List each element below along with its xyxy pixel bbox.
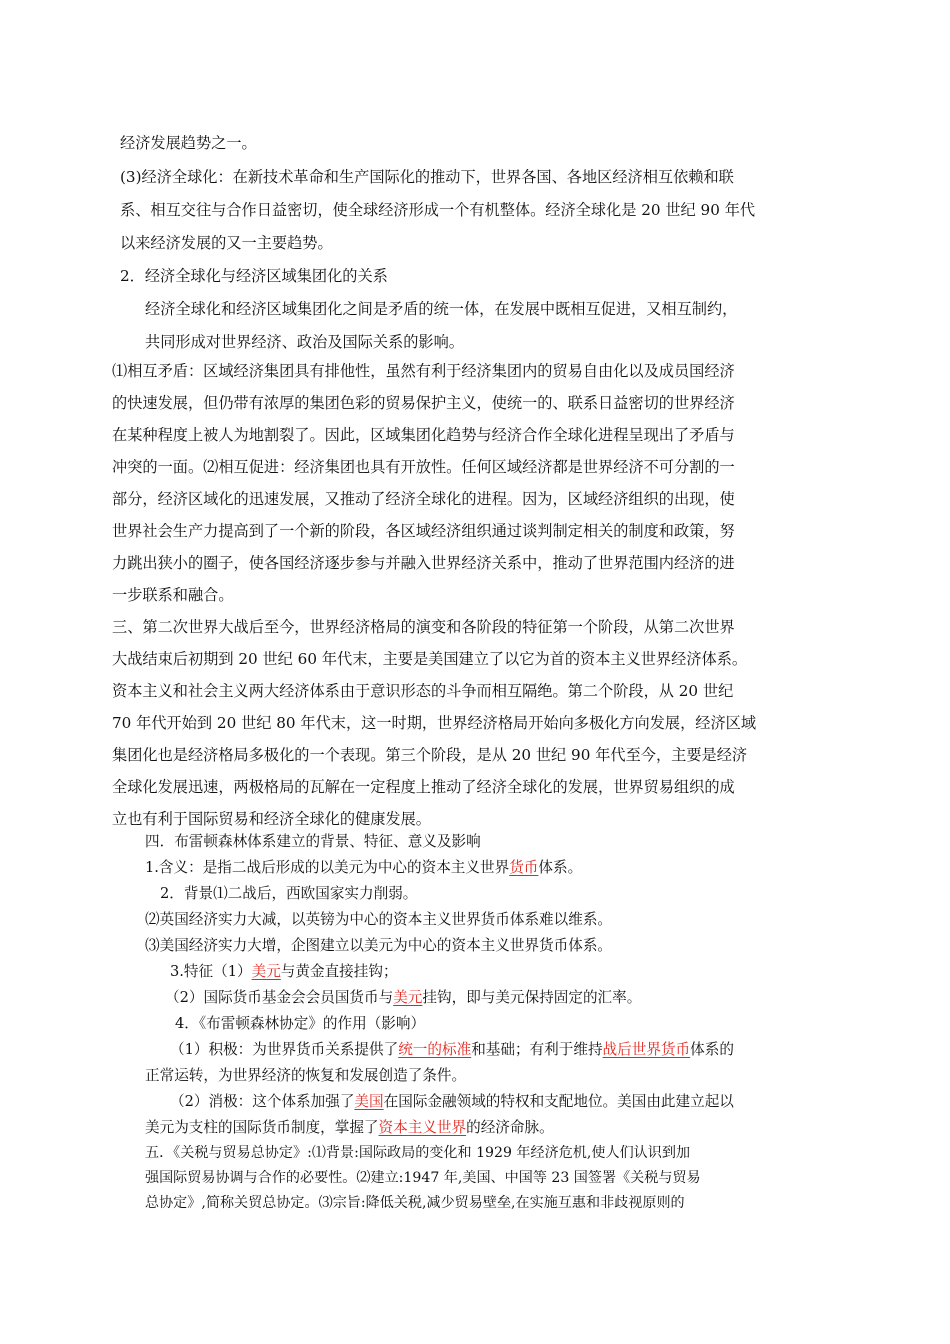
text-line: 的快速发展，但仍带有浓厚的集团色彩的贸易保护主义，使统一的、联系日益密切的世界经济 xyxy=(112,394,735,412)
text-line: 正常运转，为世界经济的恢复和发展创造了条件。 xyxy=(145,1067,467,1084)
text-line: ⑵英国经济实力大减，以英镑为中心的资本主义世界货币体系难以维系。 xyxy=(145,911,613,928)
text-line: 全球化发展迅速，两极格局的瓦解在一定程度上推动了经济全球化的发展，世界贸易组织的成 xyxy=(112,778,735,796)
text-line: 2．背景⑴二战后，西欧国家实力削弱。 xyxy=(160,885,418,902)
text-span: 的经济命脉。 xyxy=(466,1119,554,1136)
text-span: 3.特征（1） xyxy=(170,963,252,980)
text-span: 在国际金融领域的特权和支配地位。美国由此建立起以 xyxy=(383,1093,734,1110)
text-span: 与黄金直接挂钩； xyxy=(280,963,398,980)
text-line: 力跳出狭小的圈子，使各国经济逐步参与并融入世界经济关系中，推动了世界范围内经济的进 xyxy=(112,554,735,572)
text-line: 经济全球化和经济区域集团化之间是矛盾的统一体，在发展中既相互促进，又相互制约， xyxy=(145,300,738,318)
section-heading: 四．布雷顿森林体系建立的背景、特征、意义及影响 xyxy=(145,833,481,850)
text-line: 共同形成对世界经济、政治及国际关系的影响。 xyxy=(145,333,464,351)
highlighted-term: 战后世界货币 xyxy=(602,1041,691,1058)
text-span: 挂钩，即与美元保持固定的汇率。 xyxy=(422,989,642,1006)
text-line: ⑶美国经济实力大增，企图建立以美元为中心的资本主义世界货币体系。 xyxy=(145,937,613,954)
text-line xyxy=(170,1038,734,1059)
text-line: 4．《布雷顿森林协定》的作用（影响） xyxy=(175,1015,426,1032)
text-span: 体系。 xyxy=(538,859,583,876)
text-line: 总协定》,简称关贸总协定。⑶宗旨:降低关税,减少贸易壁垒,在实施互惠和非歧视原则的 xyxy=(145,1195,685,1211)
text-line xyxy=(170,1090,734,1111)
text-span: （1）积极：为世界货币关系提供了 xyxy=(170,1041,399,1058)
text-line: 强国际贸易协调与合作的必要性。⑵建立:1947 年,美国、中国等 23 国签署《关税与贸易 xyxy=(145,1170,701,1186)
highlighted-term: 统一的标准 xyxy=(398,1041,472,1058)
section-heading: 五．《关税与贸易总协定》:⑴背景:国际政局的变化和 1929 年经济危机,使人们认识到加 xyxy=(145,1145,691,1161)
text-line: 大战结束后初期到 20 世纪 60 年代末，主要是美国建立了以它为首的资本主义世界经济体系。 xyxy=(112,650,748,668)
text-line: (3)经济全球化：在新技术革命和生产国际化的推动下，世界各国、各地区经济相互依赖和联 xyxy=(120,168,734,186)
text-line: 冲突的一面。⑵相互促进：经济集团也具有开放性。任何区域经济都是世界经济不可分割的一 xyxy=(112,458,735,476)
text-span: （2）国际货币基金会会员国货币与 xyxy=(165,989,394,1006)
text-line: 集团化也是经济格局多极化的一个表现。第三个阶段，是从 20 世纪 90 年代至今，主要是经济 xyxy=(112,746,748,764)
text-line: 部分，经济区域化的迅速发展，又推动了经济全球化的进程。因为，区域经济组织的出现，使 xyxy=(112,490,735,508)
text-line: ⑴相互矛盾：区域经济集团具有排他性，虽然有利于经济集团内的贸易自由化以及成员国经济 xyxy=(112,362,735,380)
text-line: 立也有利于国际贸易和经济全球化的健康发展。 xyxy=(112,810,431,828)
highlighted-term: 货币 xyxy=(509,859,539,876)
text-line xyxy=(170,960,398,981)
text-line: 系、相互交往与合作日益密切，使全球经济形成一个有机整体。经济全球化是 20 世纪 90 年代 xyxy=(120,201,756,219)
text-line: 资本主义和社会主义两大经济体系由于意识形态的斗争而相互隔绝。第二个阶段，从 20 世纪 xyxy=(112,682,734,700)
highlighted-term: 美元 xyxy=(251,963,281,980)
text-line: 70 年代开始到 20 世纪 80 年代末，这一时期，世界经济格局开始向多极化方向发展，经济区域 xyxy=(112,714,757,732)
text-line xyxy=(145,1116,554,1137)
section-heading: 2．经济全球化与经济区域集团化的关系 xyxy=(120,267,388,285)
text-line: 世界社会生产力提高到了一个新的阶段，各区域经济组织通过谈判制定相关的制度和政策，努 xyxy=(112,522,735,540)
text-span: 体系的 xyxy=(690,1041,734,1058)
text-line xyxy=(165,986,641,1007)
text-line xyxy=(145,856,582,877)
text-span: 和基础；有利于维持 xyxy=(471,1041,603,1058)
text-line: 经济发展趋势之一。 xyxy=(120,134,257,152)
text-line: 一步联系和融合。 xyxy=(112,586,234,604)
text-line: 在某种程度上被人为地割裂了。因此，区域集团化趋势与经济合作全球化进程呈现出了矛盾与 xyxy=(112,426,735,444)
text-line: 以来经济发展的又一主要趋势。 xyxy=(120,234,333,252)
text-span: 美元为支柱的国际货币制度，掌握了 xyxy=(145,1119,379,1136)
highlighted-term: 资本主义世界 xyxy=(378,1119,467,1136)
text-span: 1.含义：是指二战后形成的以美元为中心的资本主义世界 xyxy=(145,859,510,876)
section-heading: 三、第二次世界大战后至今，世界经济格局的演变和各阶段的特征第一个阶段，从第二次世界 xyxy=(112,618,735,636)
text-span: （2）消极：这个体系加强了 xyxy=(170,1093,355,1110)
highlighted-term: 美国 xyxy=(354,1093,384,1110)
highlighted-term: 美元 xyxy=(393,989,423,1006)
